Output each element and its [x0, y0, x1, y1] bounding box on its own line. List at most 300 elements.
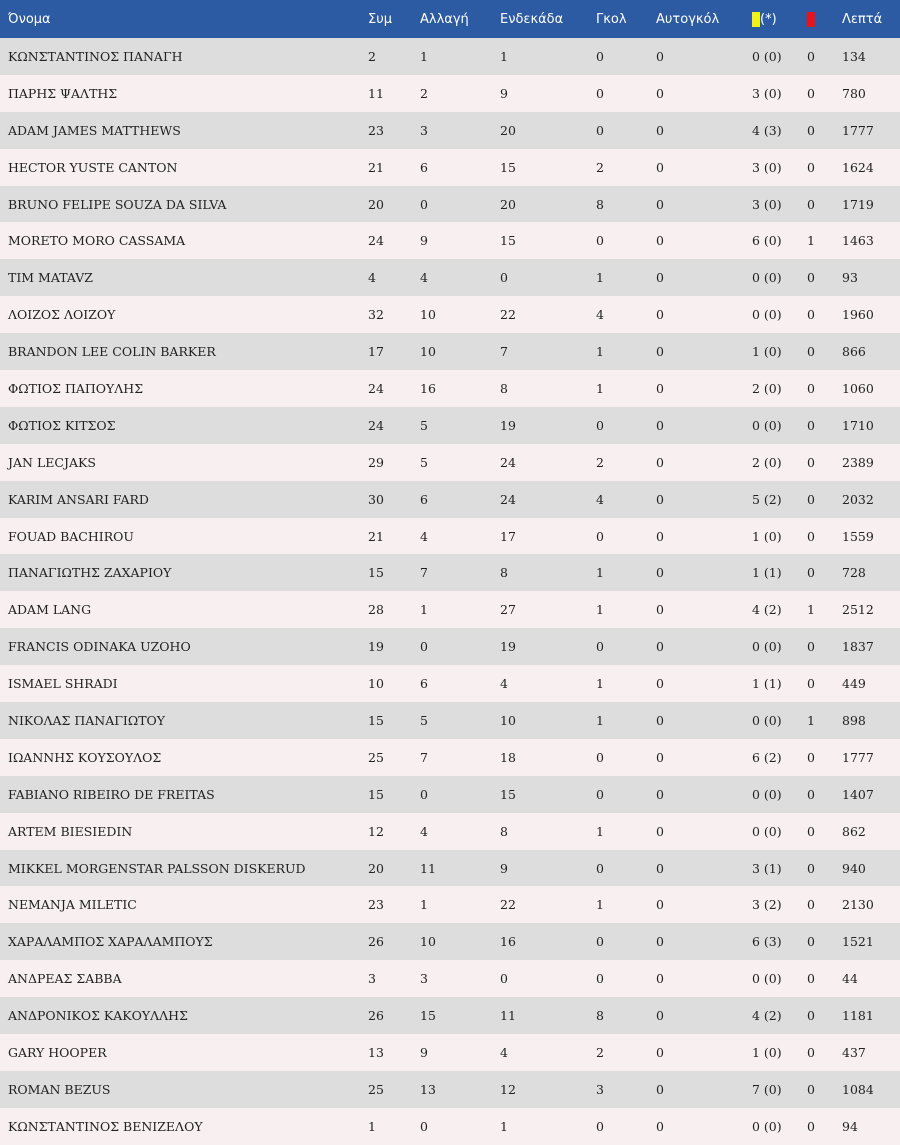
red-cards-cell: 0 [807, 344, 815, 360]
column-header-subs[interactable]: Αλλαγή [420, 11, 469, 27]
own-goals-cell: 0 [656, 196, 664, 212]
goals-cell: 1 [596, 897, 604, 913]
player-name-cell[interactable]: ΛΟΙΖΟΣ ΛΟΙΖΟΥ [8, 307, 116, 323]
red-cards-cell: 0 [807, 1008, 815, 1024]
appearances-cell: 17 [368, 344, 384, 360]
red-cards-cell: 0 [807, 48, 815, 64]
starts-cell: 15 [500, 786, 516, 802]
substitutions-cell: 4 [420, 270, 428, 286]
appearances-cell: 25 [368, 1081, 384, 1097]
minutes-cell: 866 [842, 344, 866, 360]
minutes-cell: 1559 [842, 528, 874, 544]
minutes-cell: 94 [842, 1118, 858, 1134]
goals-cell: 0 [596, 786, 604, 802]
minutes-cell: 940 [842, 860, 866, 876]
appearances-cell: 23 [368, 897, 384, 913]
column-header-yellow-cards[interactable] [752, 0, 807, 38]
appearances-cell: 15 [368, 565, 384, 581]
minutes-cell: 1181 [842, 1008, 874, 1024]
goals-cell: 0 [596, 417, 604, 433]
table-row [0, 38, 900, 75]
table-row [0, 296, 900, 333]
yellow-cards-cell: 0 (0) [752, 270, 782, 286]
goals-cell: 1 [596, 823, 604, 839]
red-cards-cell: 1 [807, 712, 815, 728]
appearances-cell: 15 [368, 712, 384, 728]
own-goals-cell: 0 [656, 971, 664, 987]
goals-cell: 3 [596, 1081, 604, 1097]
yellow-cards-cell: 7 (0) [752, 1081, 782, 1097]
minutes-cell: 1777 [842, 122, 874, 138]
yellow-cards-cell: 2 (0) [752, 380, 782, 396]
column-header-name[interactable]: Όνομα [8, 11, 51, 27]
player-name-cell[interactable]: FOUAD BACHIROU [8, 528, 134, 544]
starts-cell: 1 [500, 1118, 508, 1134]
player-name-cell[interactable]: FABIANO RIBEIRO DE FREITAS [8, 786, 215, 802]
player-name-cell[interactable]: ΚΩΝΣΤΑΝΤΙΝΟΣ ΒΕΝΙΖΕΛΟΥ [8, 1118, 203, 1134]
own-goals-cell: 0 [656, 749, 664, 765]
own-goals-cell: 0 [656, 712, 664, 728]
red-cards-cell: 1 [807, 602, 815, 618]
red-cards-cell: 0 [807, 196, 815, 212]
substitutions-cell: 6 [420, 491, 428, 507]
starts-cell: 17 [500, 528, 516, 544]
table-row [0, 112, 900, 149]
red-cards-cell: 0 [807, 270, 815, 286]
starts-cell: 8 [500, 565, 508, 581]
substitutions-cell: 9 [420, 1044, 428, 1060]
red-cards-cell: 1 [807, 233, 815, 249]
player-name-cell[interactable]: JAN LECJAKS [8, 454, 96, 470]
table-row [0, 702, 900, 739]
starts-cell: 19 [500, 639, 516, 655]
own-goals-cell: 0 [656, 454, 664, 470]
player-name-cell[interactable]: TIM MATAVZ [8, 270, 93, 286]
substitutions-cell: 7 [420, 565, 428, 581]
minutes-cell: 2032 [842, 491, 874, 507]
yellow-cards-cell: 4 (3) [752, 122, 782, 138]
minutes-cell: 1837 [842, 639, 874, 655]
red-cards-cell: 0 [807, 491, 815, 507]
substitutions-cell: 0 [420, 639, 428, 655]
appearances-cell: 23 [368, 122, 384, 138]
table-row [0, 259, 900, 296]
minutes-cell: 437 [842, 1044, 866, 1060]
substitutions-cell: 5 [420, 712, 428, 728]
appearances-cell: 12 [368, 823, 384, 839]
own-goals-cell: 0 [656, 897, 664, 913]
starts-cell: 18 [500, 749, 516, 765]
goals-cell: 1 [596, 712, 604, 728]
yellow-cards-cell: 0 (0) [752, 971, 782, 987]
red-cards-cell: 0 [807, 528, 815, 544]
minutes-cell: 2389 [842, 454, 874, 470]
yellow-cards-cell: 2 (0) [752, 454, 782, 470]
appearances-cell: 21 [368, 159, 384, 175]
own-goals-cell: 0 [656, 823, 664, 839]
minutes-cell: 134 [842, 48, 866, 64]
substitutions-cell: 16 [420, 380, 436, 396]
appearances-cell: 30 [368, 491, 384, 507]
goals-cell: 0 [596, 122, 604, 138]
minutes-cell: 2512 [842, 602, 874, 618]
minutes-cell: 1960 [842, 307, 874, 323]
table-row [0, 997, 900, 1034]
table-row [0, 1034, 900, 1071]
goals-cell: 0 [596, 639, 604, 655]
player-name-cell[interactable]: MORETO MORO CASSAMA [8, 233, 186, 249]
yellow-cards-cell: 0 (0) [752, 48, 782, 64]
player-name-cell[interactable]: ΦΩΤΙΟΣ ΚΙΤΣΟΣ [8, 417, 116, 433]
appearances-cell: 4 [368, 270, 376, 286]
starts-cell: 0 [500, 971, 508, 987]
minutes-cell: 449 [842, 676, 866, 692]
minutes-cell: 93 [842, 270, 858, 286]
minutes-cell: 728 [842, 565, 866, 581]
appearances-cell: 24 [368, 417, 384, 433]
own-goals-cell: 0 [656, 1044, 664, 1060]
own-goals-cell: 0 [656, 528, 664, 544]
player-name-cell[interactable]: GARY HOOPER [8, 1044, 107, 1060]
own-goals-cell: 0 [656, 380, 664, 396]
red-cards-cell: 0 [807, 1044, 815, 1060]
yellow-cards-cell: 1 (0) [752, 528, 782, 544]
starts-cell: 8 [500, 380, 508, 396]
starts-cell: 11 [500, 1008, 516, 1024]
substitutions-cell: 9 [420, 233, 428, 249]
starts-cell: 9 [500, 85, 508, 101]
red-card-icon [807, 12, 815, 27]
table-row [0, 370, 900, 407]
own-goals-cell: 0 [656, 417, 664, 433]
own-goals-cell: 0 [656, 860, 664, 876]
appearances-cell: 20 [368, 860, 384, 876]
yellow-cards-cell: 0 (0) [752, 1118, 782, 1134]
red-cards-cell: 0 [807, 159, 815, 175]
own-goals-cell: 0 [656, 1081, 664, 1097]
own-goals-cell: 0 [656, 233, 664, 249]
player-name-cell[interactable]: ΠΑΡΗΣ ΨΑΛΤΗΣ [8, 85, 118, 101]
starts-cell: 0 [500, 270, 508, 286]
player-name-cell[interactable]: ADAM JAMES MATTHEWS [8, 122, 181, 138]
appearances-cell: 10 [368, 676, 384, 692]
red-cards-cell: 0 [807, 897, 815, 913]
substitutions-cell: 5 [420, 454, 428, 470]
player-name-cell[interactable]: NEMANJA MILETIC [8, 897, 137, 913]
yellow-cards-cell: 4 (2) [752, 1008, 782, 1024]
player-name-cell[interactable]: ADAM LANG [8, 602, 92, 618]
table-row [0, 628, 900, 665]
player-name-cell[interactable]: ΚΩΝΣΤΑΝΤΙΝΟΣ ΠΑΝΑΓΗ [8, 48, 183, 64]
goals-cell: 0 [596, 749, 604, 765]
yellow-cards-cell: 6 (2) [752, 749, 782, 765]
own-goals-cell: 0 [656, 934, 664, 950]
goals-cell: 8 [596, 196, 604, 212]
player-name-cell[interactable]: ROMAN BEZUS [8, 1081, 111, 1097]
player-name-cell[interactable]: ΑΝΔΡΟΝΙΚΟΣ ΚΑΚΟΥΛΛΗΣ [8, 1008, 188, 1024]
minutes-cell: 1719 [842, 196, 874, 212]
starts-cell: 27 [500, 602, 516, 618]
starts-cell: 7 [500, 344, 508, 360]
own-goals-cell: 0 [656, 786, 664, 802]
table-row [0, 186, 900, 223]
table-row [0, 554, 900, 591]
player-name-cell[interactable]: ΧΑΡΑΛΑΜΠΟΣ ΧΑΡΑΛΑΜΠΟΥΣ [8, 934, 213, 950]
starts-cell: 24 [500, 454, 516, 470]
appearances-cell: 11 [368, 85, 384, 101]
substitutions-cell: 1 [420, 602, 428, 618]
goals-cell: 0 [596, 233, 604, 249]
minutes-cell: 1624 [842, 159, 874, 175]
red-cards-cell: 0 [807, 860, 815, 876]
red-cards-cell: 0 [807, 1081, 815, 1097]
table-header-row [0, 0, 900, 38]
minutes-cell: 1463 [842, 233, 874, 249]
goals-cell: 1 [596, 676, 604, 692]
starts-cell: 10 [500, 712, 516, 728]
minutes-cell: 898 [842, 712, 866, 728]
goals-cell: 1 [596, 602, 604, 618]
red-cards-cell: 0 [807, 934, 815, 950]
own-goals-cell: 0 [656, 85, 664, 101]
appearances-cell: 1 [368, 1118, 376, 1134]
yellow-cards-cell: 0 (0) [752, 823, 782, 839]
player-name-cell[interactable]: ΝΙΚΟΛΑΣ ΠΑΝΑΓΙΩΤΟΥ [8, 712, 166, 728]
own-goals-cell: 0 [656, 270, 664, 286]
yellow-card-suffix: (*) [760, 11, 777, 27]
goals-cell: 0 [596, 85, 604, 101]
table-row [0, 333, 900, 370]
table-row [0, 75, 900, 112]
table-row [0, 591, 900, 628]
player-name-cell[interactable]: ΠΑΝΑΓΙΩΤΗΣ ΖΑΧΑΡΙΟΥ [8, 565, 172, 581]
table-row [0, 850, 900, 887]
table-row [0, 960, 900, 997]
player-name-cell[interactable]: ARTEM BIESIEDIN [8, 823, 133, 839]
appearances-cell: 19 [368, 639, 384, 655]
substitutions-cell: 0 [420, 196, 428, 212]
red-cards-cell: 0 [807, 307, 815, 323]
appearances-cell: 26 [368, 934, 384, 950]
appearances-cell: 25 [368, 749, 384, 765]
goals-cell: 0 [596, 934, 604, 950]
table-row [0, 776, 900, 813]
column-header-goals[interactable]: Γκολ [596, 11, 627, 27]
yellow-cards-cell: 1 (1) [752, 676, 782, 692]
substitutions-cell: 7 [420, 749, 428, 765]
player-name-cell[interactable]: ΦΩΤΙΟΣ ΠΑΠΟΥΛΗΣ [8, 380, 144, 396]
goals-cell: 0 [596, 860, 604, 876]
minutes-cell: 1407 [842, 786, 874, 802]
red-cards-cell: 0 [807, 1118, 815, 1134]
red-cards-cell: 0 [807, 823, 815, 839]
goals-cell: 1 [596, 565, 604, 581]
starts-cell: 20 [500, 196, 516, 212]
own-goals-cell: 0 [656, 1118, 664, 1134]
player-name-cell[interactable]: ΙΩΑΝΝΗΣ ΚΟΥΣΟΥΛΟΣ [8, 749, 162, 765]
minutes-cell: 1710 [842, 417, 874, 433]
substitutions-cell: 5 [420, 417, 428, 433]
yellow-cards-cell: 0 (0) [752, 417, 782, 433]
table-row [0, 923, 900, 960]
appearances-cell: 24 [368, 380, 384, 396]
substitutions-cell: 0 [420, 1118, 428, 1134]
starts-cell: 8 [500, 823, 508, 839]
player-name-cell[interactable]: ΑΝΔΡΕΑΣ ΣΑΒΒΑ [8, 971, 122, 987]
substitutions-cell: 10 [420, 307, 436, 323]
yellow-cards-cell: 6 (3) [752, 934, 782, 950]
yellow-cards-cell: 3 (0) [752, 85, 782, 101]
goals-cell: 4 [596, 307, 604, 323]
substitutions-cell: 4 [420, 823, 428, 839]
yellow-cards-cell: 3 (0) [752, 159, 782, 175]
red-cards-cell: 0 [807, 639, 815, 655]
own-goals-cell: 0 [656, 122, 664, 138]
own-goals-cell: 0 [656, 565, 664, 581]
table-body [0, 38, 900, 1145]
substitutions-cell: 10 [420, 344, 436, 360]
own-goals-cell: 0 [656, 344, 664, 360]
appearances-cell: 28 [368, 602, 384, 618]
goals-cell: 2 [596, 159, 604, 175]
yellow-cards-cell: 0 (0) [752, 712, 782, 728]
substitutions-cell: 3 [420, 122, 428, 138]
minutes-cell: 2130 [842, 897, 874, 913]
table-row [0, 1071, 900, 1108]
own-goals-cell: 0 [656, 491, 664, 507]
yellow-cards-cell: 3 (1) [752, 860, 782, 876]
table-row [0, 739, 900, 776]
yellow-cards-cell: 1 (1) [752, 565, 782, 581]
appearances-cell: 29 [368, 454, 384, 470]
appearances-cell: 2 [368, 48, 376, 64]
player-name-cell[interactable]: MIKKEL MORGENSTAR PALSSON DISKERUD [8, 860, 306, 876]
yellow-cards-cell: 6 (0) [752, 233, 782, 249]
substitutions-cell: 6 [420, 676, 428, 692]
minutes-cell: 1777 [842, 749, 874, 765]
minutes-cell: 1084 [842, 1081, 874, 1097]
own-goals-cell: 0 [656, 159, 664, 175]
substitutions-cell: 13 [420, 1081, 436, 1097]
red-cards-cell: 0 [807, 565, 815, 581]
substitutions-cell: 10 [420, 934, 436, 950]
starts-cell: 1 [500, 48, 508, 64]
column-header-apps[interactable]: Συμ [368, 11, 393, 27]
player-name-cell[interactable]: BRANDON LEE COLIN BARKER [8, 344, 216, 360]
starts-cell: 24 [500, 491, 516, 507]
minutes-cell: 862 [842, 823, 866, 839]
yellow-cards-cell: 1 (0) [752, 344, 782, 360]
player-name-cell[interactable]: BRUNO FELIPE SOUZA DA SILVA [8, 196, 227, 212]
table-row [0, 407, 900, 444]
yellow-cards-cell: 3 (0) [752, 196, 782, 212]
red-cards-cell: 0 [807, 749, 815, 765]
own-goals-cell: 0 [656, 602, 664, 618]
red-cards-cell: 0 [807, 786, 815, 802]
starts-cell: 4 [500, 676, 508, 692]
own-goals-cell: 0 [656, 639, 664, 655]
yellow-cards-cell: 4 (2) [752, 602, 782, 618]
player-name-cell[interactable]: FRANCIS ODINAKA UZOHO [8, 639, 191, 655]
goals-cell: 0 [596, 1118, 604, 1134]
player-name-cell[interactable]: HECTOR YUSTE CANTON [8, 159, 178, 175]
red-cards-cell: 0 [807, 85, 815, 101]
appearances-cell: 21 [368, 528, 384, 544]
own-goals-cell: 0 [656, 1008, 664, 1024]
starts-cell: 15 [500, 233, 516, 249]
player-name-cell[interactable]: ISMAEL SHRADI [8, 676, 118, 692]
yellow-cards-cell: 0 (0) [752, 639, 782, 655]
starts-cell: 9 [500, 860, 508, 876]
column-header-own-goals[interactable]: Αυτογκόλ [656, 11, 720, 27]
goals-cell: 2 [596, 1044, 604, 1060]
yellow-card-icon [752, 12, 760, 27]
minutes-cell: 44 [842, 971, 858, 987]
minutes-cell: 1521 [842, 934, 874, 950]
red-cards-cell: 0 [807, 380, 815, 396]
substitutions-cell: 0 [420, 786, 428, 802]
appearances-cell: 32 [368, 307, 384, 323]
goals-cell: 4 [596, 491, 604, 507]
yellow-cards-cell: 3 (2) [752, 897, 782, 913]
substitutions-cell: 1 [420, 48, 428, 64]
own-goals-cell: 0 [656, 307, 664, 323]
substitutions-cell: 15 [420, 1008, 436, 1024]
substitutions-cell: 3 [420, 971, 428, 987]
table-row [0, 886, 900, 923]
minutes-cell: 1060 [842, 380, 874, 396]
starts-cell: 16 [500, 934, 516, 950]
goals-cell: 1 [596, 380, 604, 396]
yellow-cards-cell: 1 (0) [752, 1044, 782, 1060]
goals-cell: 1 [596, 344, 604, 360]
substitutions-cell: 11 [420, 860, 436, 876]
yellow-cards-cell: 0 (0) [752, 307, 782, 323]
appearances-cell: 26 [368, 1008, 384, 1024]
red-cards-cell: 0 [807, 971, 815, 987]
red-cards-cell: 0 [807, 454, 815, 470]
red-cards-cell: 0 [807, 122, 815, 138]
own-goals-cell: 0 [656, 48, 664, 64]
appearances-cell: 13 [368, 1044, 384, 1060]
column-header-red-cards[interactable] [807, 0, 842, 38]
starts-cell: 15 [500, 159, 516, 175]
substitutions-cell: 6 [420, 159, 428, 175]
appearances-cell: 24 [368, 233, 384, 249]
own-goals-cell: 0 [656, 676, 664, 692]
column-header-minutes[interactable]: Λεπτά [842, 11, 883, 27]
appearances-cell: 15 [368, 786, 384, 802]
starts-cell: 19 [500, 417, 516, 433]
goals-cell: 8 [596, 1008, 604, 1024]
table-row [0, 222, 900, 259]
table-row [0, 481, 900, 518]
starts-cell: 4 [500, 1044, 508, 1060]
substitutions-cell: 2 [420, 85, 428, 101]
substitutions-cell: 4 [420, 528, 428, 544]
yellow-cards-cell: 5 (2) [752, 491, 782, 507]
column-header-starts[interactable]: Ενδεκάδα [500, 11, 564, 27]
goals-cell: 1 [596, 270, 604, 286]
appearances-cell: 3 [368, 971, 376, 987]
starts-cell: 22 [500, 897, 516, 913]
player-name-cell[interactable]: KARIM ANSARI FARD [8, 491, 149, 507]
red-cards-cell: 0 [807, 417, 815, 433]
starts-cell: 22 [500, 307, 516, 323]
table-row [0, 444, 900, 481]
table-row [0, 813, 900, 850]
goals-cell: 2 [596, 454, 604, 470]
